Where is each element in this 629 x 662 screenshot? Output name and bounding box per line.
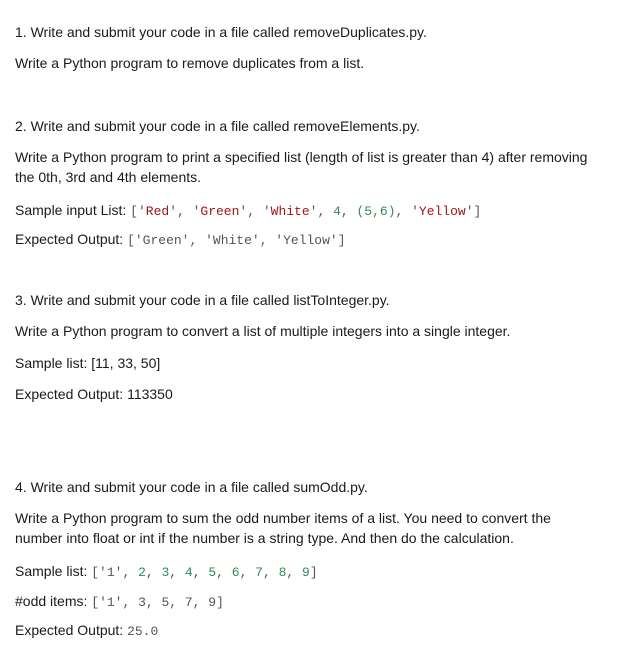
q4-title: 4. Write and submit your code in a file called sumOdd.py. bbox=[15, 479, 368, 495]
q4-odd-label: #odd items: bbox=[15, 593, 92, 609]
q2-sample-input bbox=[15, 200, 481, 222]
q3-title: 3. Write and submit your code in a file called listToInteger.py. bbox=[15, 292, 390, 308]
q4-sample-code: ['1', 2, 3, 4, 5, 6, 7, 8, 9] bbox=[91, 565, 318, 580]
q1-title: 1. Write and submit your code in a file called removeDuplicates.py. bbox=[15, 24, 427, 40]
q2-title: 2. Write and submit your code in a file called removeElements.py. bbox=[15, 118, 420, 134]
q4-odd-code: ['1', 3, 5, 7, 9] bbox=[91, 595, 224, 610]
q4-expected-output bbox=[15, 620, 158, 642]
q2-sample-label: Sample input List: bbox=[15, 202, 131, 218]
q4-odd-items bbox=[15, 591, 224, 613]
q4-sample-label: Sample list: bbox=[15, 563, 92, 579]
q2-output-label: Expected Output: bbox=[15, 231, 128, 247]
q4-sample bbox=[15, 561, 318, 583]
q3-sample: Sample list: [11, 33, 50] bbox=[15, 355, 161, 371]
q4-description: Write a Python program to sum the odd number items of a list. You need to convert the number into float or int if the number is a string type. And then do the calculation. bbox=[15, 510, 551, 546]
q2-expected-output bbox=[15, 229, 346, 251]
q4-output-code: 25.0 bbox=[127, 624, 159, 639]
q2-output-code: ['Green', 'White', 'Yellow'] bbox=[127, 233, 346, 248]
q3-description: Write a Python program to convert a list of multiple integers into a single integer. bbox=[15, 323, 511, 339]
q3-expected-output: Expected Output: 113350 bbox=[15, 386, 173, 402]
q1-description: Write a Python program to remove duplicates from a list. bbox=[15, 55, 365, 71]
q4-output-label: Expected Output: bbox=[15, 622, 128, 638]
q2-sample-code: ['Red', 'Green', 'White', 4, (5,6), 'Yellow'] bbox=[130, 204, 482, 219]
q2-description: Write a Python program to print a specified list (length of list is greater than 4) after removing the 0th, 3rd and 4th elements. bbox=[15, 149, 588, 185]
